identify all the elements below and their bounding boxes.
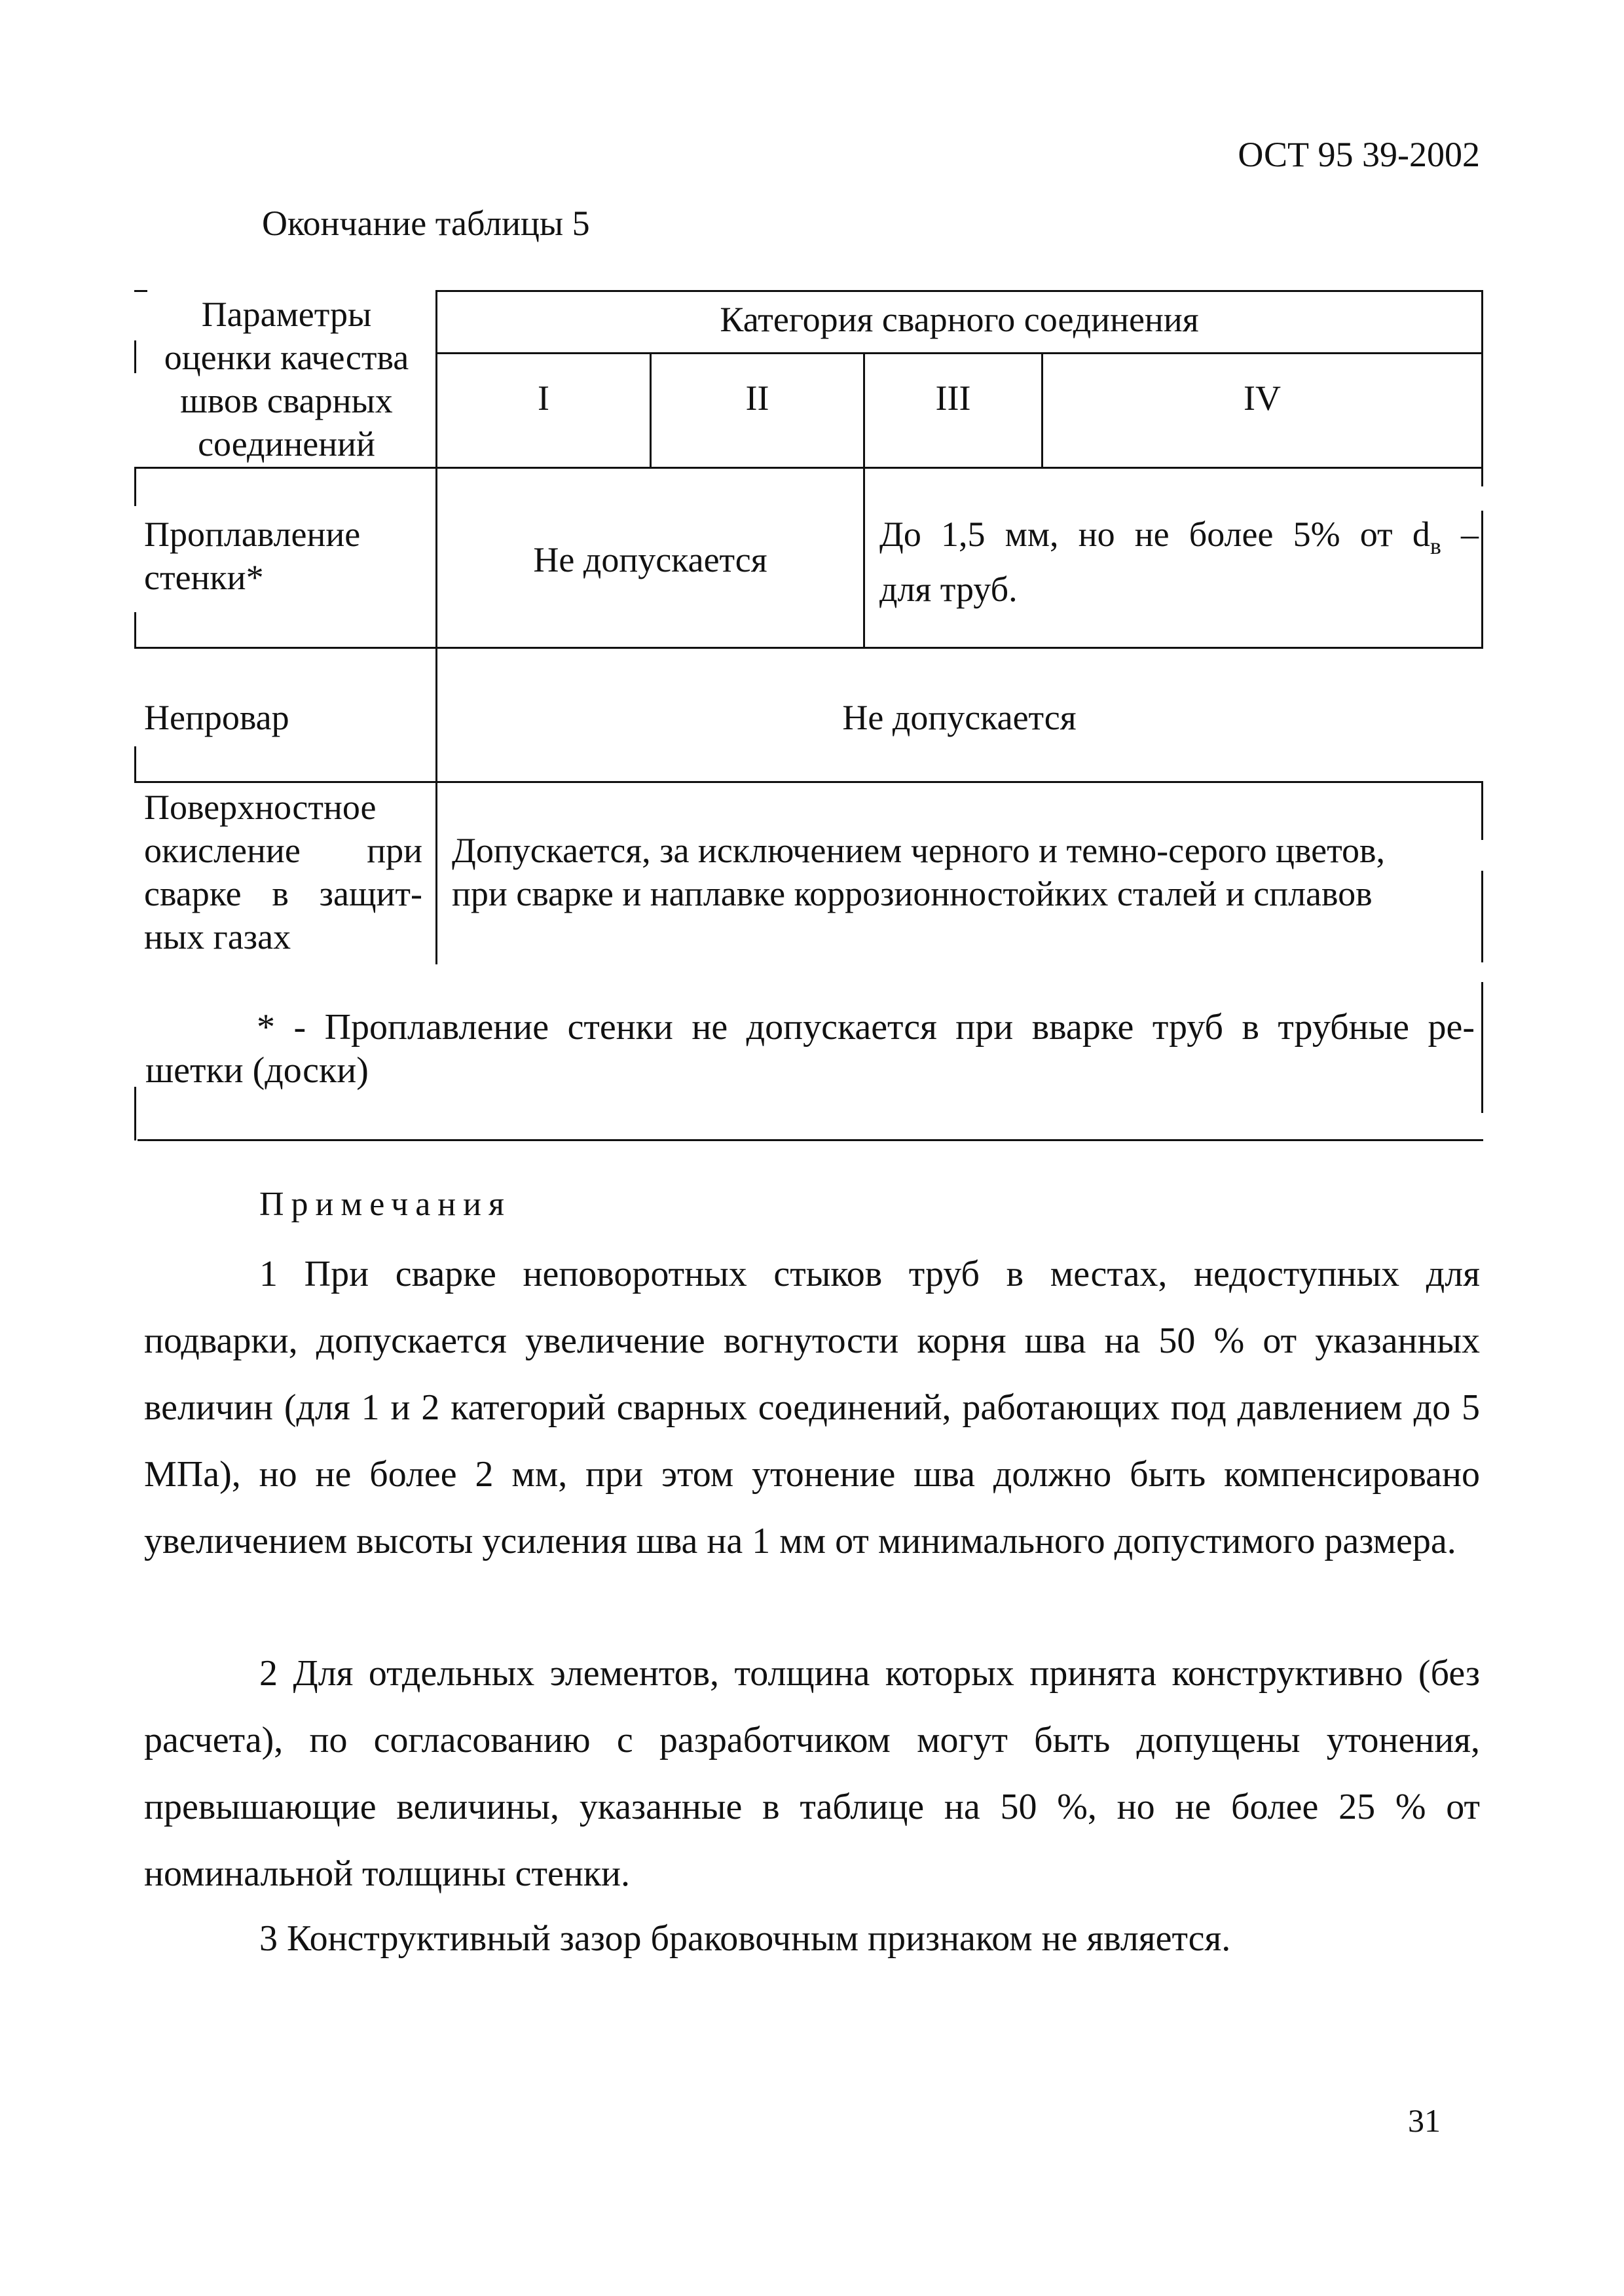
table-category-divider <box>435 352 1483 354</box>
note-3: 3 Конструктивный зазор браковочным признаком не является. <box>259 1918 1231 1959</box>
table-header-bottom <box>134 467 1483 469</box>
row-penetration-param: Проплавление стенки* <box>144 515 361 597</box>
category-II: II <box>745 378 769 418</box>
table-left-tick-2 <box>134 467 136 506</box>
table-left-tick-4 <box>134 746 136 782</box>
table-right-border-2 <box>1481 511 1483 648</box>
category-IV: IV <box>1244 378 1281 418</box>
category-III: III <box>935 378 971 418</box>
row-penetration-cat-III-IV: До 1,5 мм, но не более 5% от $d_в$ – для труб. <box>879 515 1479 609</box>
table-row2-bottom <box>134 781 1483 783</box>
table-caption: Окончание таблицы 5 <box>262 204 590 243</box>
category-I: I <box>538 378 549 418</box>
row-oxidation-param: Поверхностное окисление при сварке в защит- ных газах <box>144 788 422 957</box>
table-top-border <box>435 290 1483 292</box>
notes-title: Примечания <box>259 1186 511 1223</box>
row-lack-of-fusion-param: Непровар <box>144 698 289 737</box>
table-left-tick-3 <box>134 612 136 648</box>
table-right-border-1 <box>1481 290 1483 486</box>
row-penetration-cat-I-II: Не допускается <box>533 540 767 579</box>
page-number: 31 <box>1408 2102 1441 2139</box>
note-1: 1 При сварке неповоротных стыков труб в местах, недоступных для подварки, допускается увеличение вогнутости корня шва на 50 % от указанных величин (для 1 и 2 категорий сварных соединений, работающих под давлением до 5 МПа), но не более 2 мм, при этом утонение шва должно быть компенсировано увеличением высоты усиления шва на 1 мм от минимального допустимого размера. <box>144 1254 1480 1561</box>
row-lack-of-fusion-all: Не допускается <box>842 698 1077 737</box>
table-top-left-tick <box>134 290 147 292</box>
table-right-border-4 <box>1481 871 1483 962</box>
table-left-tick-1 <box>134 340 136 373</box>
table-right-border-5 <box>1481 982 1483 1113</box>
document-code: ОСТ 95 39-2002 <box>1238 135 1480 174</box>
table-bottom-border <box>138 1139 1483 1141</box>
note-2: 2 Для отдельных элементов, толщина которых принята конструктивно (без расчета), по согласованию с разработчиком могут быть допущены утонения, превышающие величины, указанные в таблице на 50 %, но не более 25 % от номинальной толщины стенки. <box>144 1653 1480 1894</box>
table-left-tick-5 <box>134 1087 136 1140</box>
category-header: Категория сварного соединения <box>720 300 1199 339</box>
table-footnote: * - Проплавление стенки не допускается при вварке труб в трубные ре- шетки (доски) <box>145 1007 1475 1091</box>
table-right-border-3 <box>1481 781 1483 840</box>
param-header: Параметры оценки качества швов сварных соединений <box>164 295 409 464</box>
table-row1-bottom <box>134 647 1483 649</box>
row-oxidation-all: Допускается, за исключением черного и темно-серого цветов, при сварке и наплавке коррозионностойких сталей и сплавов <box>452 831 1385 913</box>
